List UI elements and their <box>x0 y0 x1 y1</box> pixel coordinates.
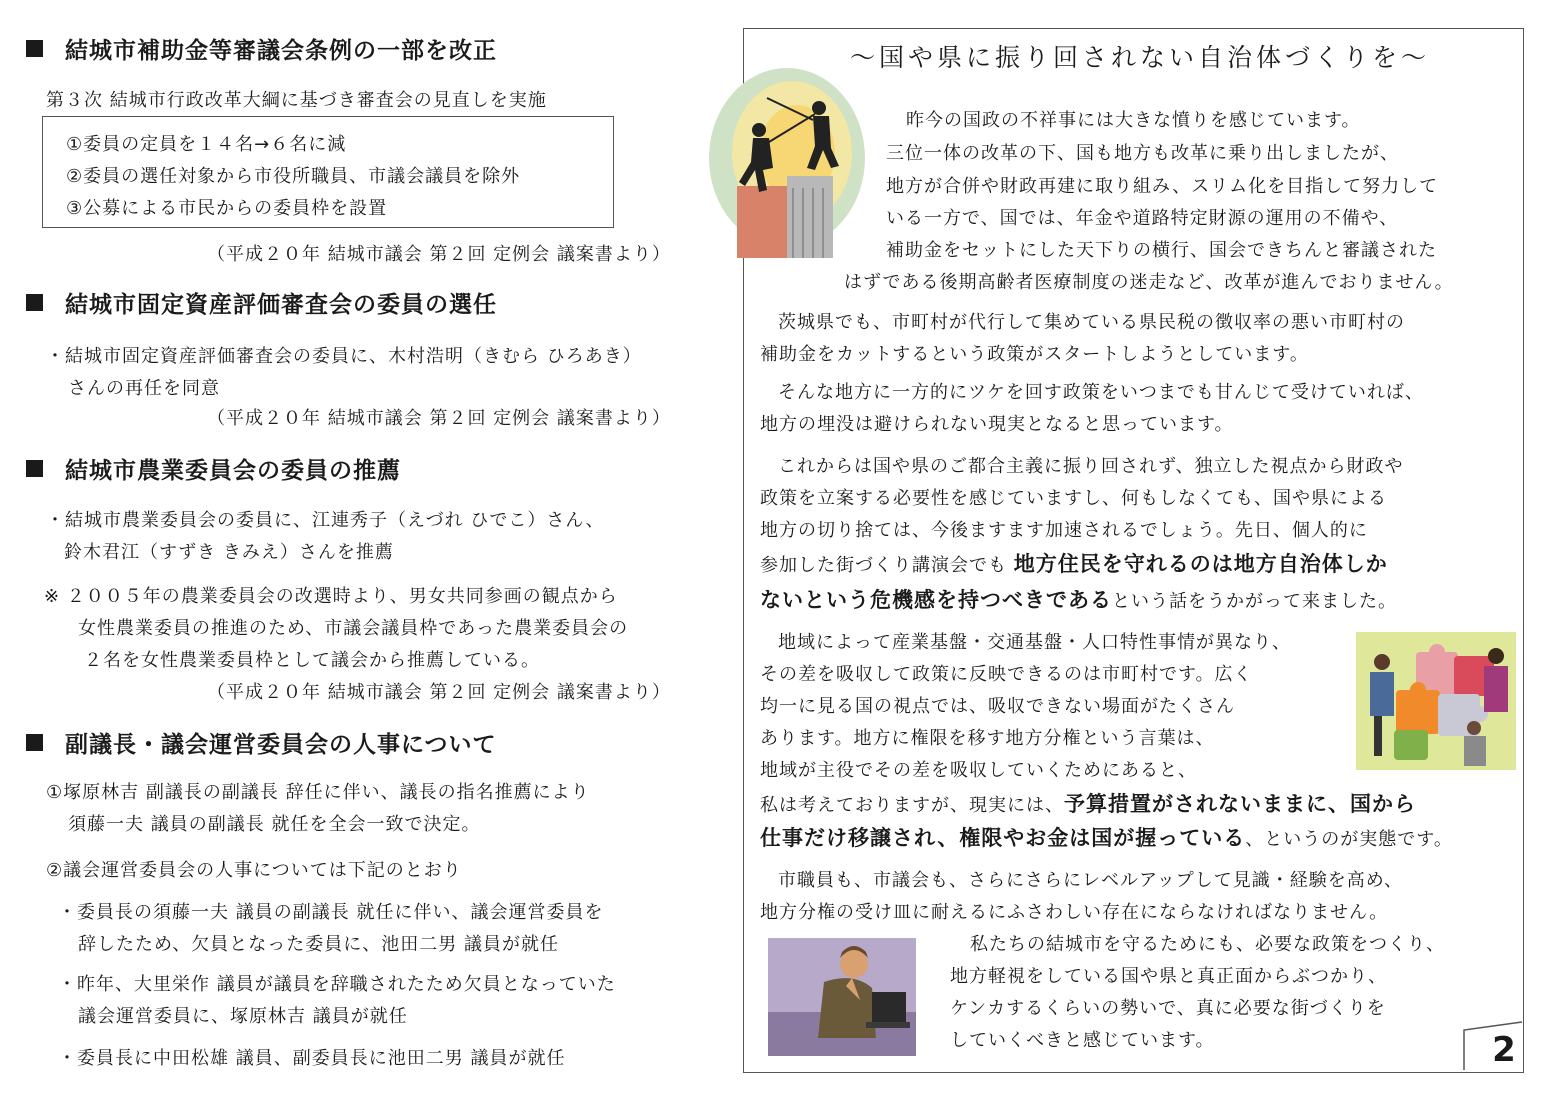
section4-sub2-line-2: 議会運営委員に、塚原林吉 議員が就任 <box>78 1006 408 1027</box>
section3-note-3: ２名を女性農業委員枠として議会から推薦している。 <box>84 650 540 671</box>
p4-line-1: これからは国や県のご都合主義に振り回されず、独立した視点から財政や <box>778 456 1404 477</box>
p5-line-1: 地域によって産業基盤・交通基盤・人口特性事情が異なり、 <box>778 632 1291 653</box>
section1-intro: 第３次 結城市行政改革大綱に基づき審査会の見直しを実施 <box>46 90 547 111</box>
p4-line-3: 地方の切り捨ては、今後ますます加速されるでしょう。先日、個人的に <box>760 520 1368 541</box>
section3-source: （平成２０年 結城市議会 第２回 定例会 議案書より） <box>207 682 671 703</box>
p1-line-6: はずである後期高齢者医療制度の迷走など、改革が進んでおりません。 <box>844 272 1454 293</box>
section-heading-agriculture: 結城市農業委員会の委員の推薦 <box>22 452 401 485</box>
section-heading-fixed-asset: 結城市固定資産評価審査会の委員の選任 <box>22 286 497 319</box>
p4-line-5 <box>760 584 1397 614</box>
page-number: 2 <box>1492 1030 1516 1070</box>
p6-line-2: 地方分権の受け皿に耐えるにふさわしい存在にならなければなりません。 <box>760 902 1389 923</box>
p1-line-3: 地方が合併や財政再建に取り組み、スリム化を目指して努力して <box>886 176 1439 197</box>
p3-line-1: そんな地方に一方的にツケを回す政策をいつまでも甘んじて受けていれば、 <box>778 382 1424 403</box>
section4-item2: ②議会運営委員会の人事については下記のとおり <box>46 860 462 881</box>
p5-line-6 <box>760 788 1416 818</box>
p1-line-4: いる一方で、国では、年金や道路特定財源の運用の不備や、 <box>886 208 1399 229</box>
square-bullet-icon <box>26 734 43 751</box>
p1-line-2: 三位一体の改革の下、国も地方も改革に乗り出しましたが、 <box>886 143 1399 164</box>
section4-sub1-line-1: ・委員長の須藤一夫 議員の副議長 就任に伴い、議会運営委員を <box>58 902 604 923</box>
square-bullet-icon <box>26 460 43 477</box>
section3-note-2: 女性農業委員の推進のため、市議会議員枠であった農業委員会の <box>78 618 629 639</box>
section2-line-1: ・結城市固定資産評価審査会の委員に、木村浩明（きむら ひろあき） <box>46 346 642 367</box>
p2-line-1: 茨城県でも、市町村が代行して集めている県民税の徴収率の悪い市町村の <box>778 312 1405 333</box>
p5-line-5: 地域が主役でその差を吸収していくためにあると、 <box>760 760 1197 781</box>
p4-line-2: 政策を立案する必要性を感じていますし、何もしなくても、国や県による <box>760 488 1387 509</box>
p5-emphasis-2: 仕事だけ移譲され、権限やお金は国が握っている <box>760 826 1246 850</box>
p5-line-7-text: 、というのが実態です。 <box>1245 829 1453 850</box>
opinion-title: ～国や県に振り回されない自治体づくりを～ <box>849 43 1430 72</box>
section2-source: （平成２０年 結城市議会 第２回 定例会 議案書より） <box>207 408 671 429</box>
section3-line-2: 鈴木君江（すずき きみえ）さんを推薦 <box>64 542 394 563</box>
p5-line-3: 均一に見る国の視点では、吸収できない場面がたくさん <box>760 696 1235 717</box>
section4-sub3: ・委員長に中田松雄 議員、副委員長に池田二男 議員が就任 <box>58 1048 566 1069</box>
p4-line-4 <box>760 548 1388 578</box>
p5-line-7 <box>760 822 1453 852</box>
reform-point-2: ②委員の選任対象から市役所職員、市議会議員を除外 <box>66 166 521 187</box>
section-heading-subsidy-council: 結城市補助金等審議会条例の一部を改正 <box>22 32 497 65</box>
fencing-businessmen-illustration-icon <box>697 58 877 258</box>
section2-line-2: さんの再任を同意 <box>68 378 220 399</box>
p5-line-2: その差を吸収して政策に反映できるのは市町村です。広く <box>760 664 1253 685</box>
p5-line-4: あります。地方に権限を移す地方分権という言葉は、 <box>760 728 1215 749</box>
reform-point-3: ③公募による市民からの委員枠を設置 <box>66 198 388 219</box>
p3-line-2: 地方の埋没は避けられない現実となると思っています。 <box>760 414 1234 435</box>
people-puzzle-illustration-icon <box>1356 632 1516 770</box>
p6-line-1: 市職員も、市議会も、さらにさらにレベルアップして見識・経験を高め、 <box>778 870 1404 891</box>
p2-line-2: 補助金をカットするという政策がスタートしようとしています。 <box>760 344 1309 365</box>
square-bullet-icon <box>26 40 43 57</box>
man-thinking-at-computer-illustration-icon <box>768 938 916 1056</box>
section-heading-personnel: 副議長・議会運営委員会の人事について <box>22 726 497 759</box>
section4-item1-line-1: ①塚原林吉 副議長の副議長 辞任に伴い、議長の指名推薦により <box>46 782 590 803</box>
section4-sub2-line-1: ・昨年、大里栄作 議員が議員を辞職されたため欠員となっていた <box>58 974 616 995</box>
p7-line-3: ケンカするくらいの勢いで、真に必要な街づくりを <box>950 998 1386 1019</box>
square-bullet-icon <box>26 294 43 311</box>
section4-sub1-line-2: 辞したため、欠員となった委員に、池田二男 議員が就任 <box>78 934 559 955</box>
section1-source: （平成２０年 結城市議会 第２回 定例会 議案書より） <box>207 244 671 265</box>
p7-line-1: 私たちの結城市を守るためにも、必要な政策をつくり、 <box>970 934 1445 955</box>
section3-line-1: ・結城市農業委員会の委員に、江連秀子（えづれ ひでこ）さん、 <box>46 510 605 531</box>
p5-line-6-text: 私は考えておりますが、現実には、 <box>760 795 1064 816</box>
p1-line-5: 補助金をセットにした天下りの横行、国会できちんと審議された <box>886 240 1437 261</box>
p4-emphasis-1: 地方住民を守れるのは地方自治体しか <box>1013 552 1388 576</box>
p5-emphasis-1: 予算措置がされないままに、国から <box>1064 792 1416 816</box>
p4-line-4-text: 参加した街づくり講演会でも <box>760 555 1014 576</box>
p1-line-1: 昨今の国政の不祥事には大きな憤りを感じています。 <box>906 110 1361 131</box>
section3-note-1: ※ ２００５年の農業委員会の改選時より、男女共同参画の観点から <box>44 586 618 607</box>
p4-line-5-text: という話をうかがって来ました。 <box>1112 591 1397 612</box>
p4-emphasis-2: ないという危機感を持つべきである <box>760 588 1112 612</box>
reform-point-1: ①委員の定員を１４名→６名に減 <box>66 134 347 155</box>
section4-item1-line-2: 須藤一夫 議員の副議長 就任を全会一致で決定。 <box>68 814 481 835</box>
p7-line-4: していくべきと感じています。 <box>950 1030 1215 1051</box>
p7-line-2: 地方軽視をしている国や県と真正面からぶつかり、 <box>950 966 1387 987</box>
